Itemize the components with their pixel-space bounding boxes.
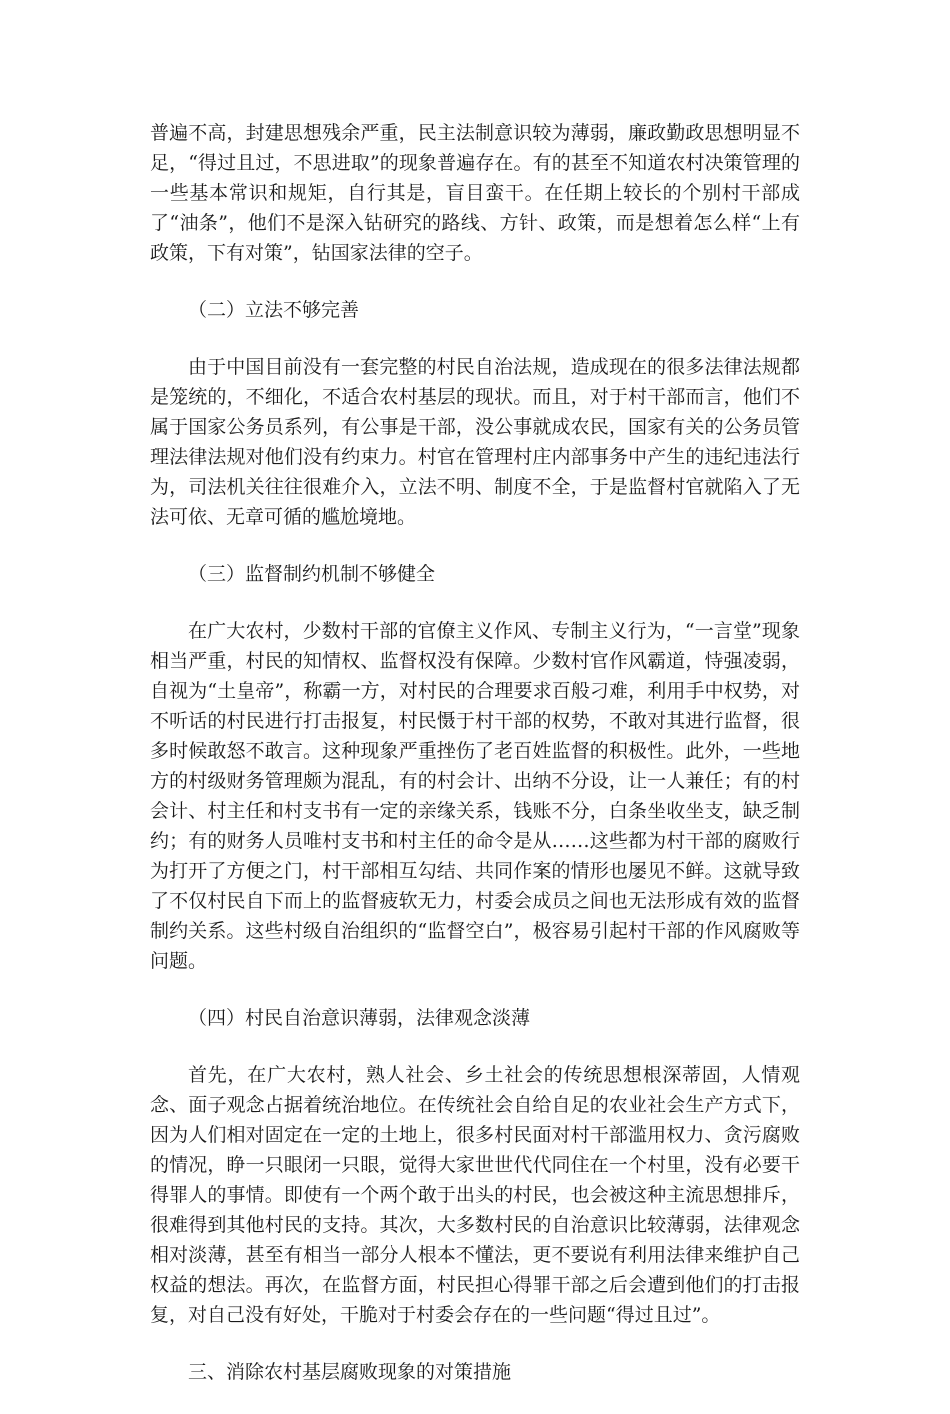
- paragraph-legislation: 由于中国目前没有一套完整的村民自治法规，造成现在的很多法律法规都是笼统的，不细化，不适合农村基层的现状。而且，对于村干部而言，他们不属于国家公务员系列，有公事是干部，没公事就成农民，国家有关的公务员管理法律法规对他们没有约束力。村官在管理村庄内部事务中产生的违纪违法行为，司法机关往往很难介入，立法不明、制度不全，于是监督村官就陷入了无法可依、无章可循的尴尬境地。: [150, 356, 800, 528]
- section-heading-supervision: （三）监督制约机制不够健全: [188, 563, 436, 585]
- document-body: [150, 118, 800, 1414]
- paragraph-supervision: 在广大农村，少数村干部的官僚主义作风、专制主义行为，“一言堂”现象相当严重，村民的知情权、监督权没有保障。少数村官作风霸道，恃强凌弱，自视为“土皇帝”，称霸一方，对村民的合理要求百般刁难，利用手中权势，对不听话的村民进行打击报复，村民慑于村干部的权势，不敢对其进行监督，很多时候敢怒不敢言。这种现象严重挫伤了老百姓监督的积极性。此外，一些地方的村级财务管理颇为混乱，有的村会计、出纳不分设，让一人兼任；有的村会计、村主任和村支书有一定的亲缘关系，钱账不分，白条坐收坐支，缺乏制约；有的财务人员唯村支书和村主任的命令是从……这些都为村干部的腐败行为打开了方便之门，村干部相互勾结、共同作案的情形也屡见不鲜。这就导致了不仅村民自下而上的监督疲软无力，村委会成员之间也无法形成有效的监督制约关系。这些村级自治组织的“监督空白”，极容易引起村干部的作风腐败等问题。: [150, 620, 800, 972]
- paragraph-villager-awareness: 首先，在广大农村，熟人社会、乡土社会的传统思想根深蒂固，人情观念、面子观念占据着统治地位。在传统社会自给自足的农业社会生产方式下，因为人们相对固定在一定的土地上，很多村民面对村干部滥用权力、贪污腐败的情况，睁一只眼闭一只眼，觉得大家世世代代同住在一个村里，没有必要干得罪人的事情。即使有一个两个敢于出头的村民，也会被这种主流思想排斥，很难得到其他村民的支持。其次，大多数村民的自治意识比较薄弱，法律观念相对淡薄，甚至有相当一部分人根本不懂法，更不要说有利用法律来维护自己权益的想法。再次，在监督方面，村民担心得罪干部之后会遭到他们的打击报复，对自己没有好处，干脆对于村委会存在的一些问题“得过且过”。: [150, 1064, 800, 1326]
- section-heading-legislation: （二）立法不够完善: [188, 299, 360, 321]
- section-heading-countermeasures: 三、消除农村基层腐败现象的对策措施: [188, 1361, 512, 1383]
- section-heading-villager-awareness: （四）村民自治意识薄弱，法律观念淡薄: [188, 1007, 531, 1029]
- paragraph-continued-text: 普遍不高，封建思想残余严重，民主法制意识较为薄弱，廉政勤政思想明显不足，“得过且过，不思进取”的现象普遍存在。有的甚至不知道农村决策管理的一些基本常识和规矩，自行其是，盲目蛮干。在任期上较长的个别村干部成了“油条”，他们不是深入钻研究的路线、方针、政策，而是想着怎么样“上有政策，下有对策”，钻国家法律的空子。: [150, 122, 800, 264]
